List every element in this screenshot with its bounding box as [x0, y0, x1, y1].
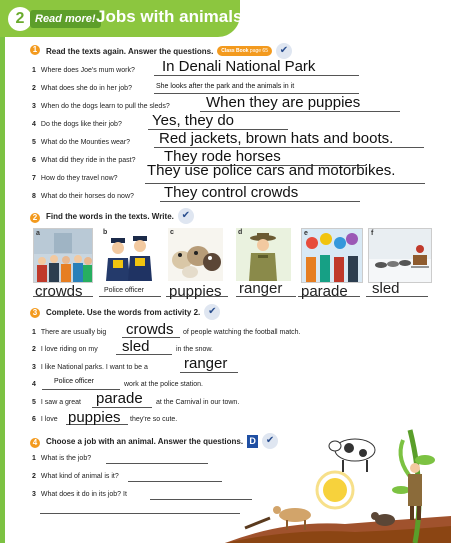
question-row: 2 What kind of animal is it? [32, 473, 119, 480]
parade-illustration [302, 229, 362, 282]
section-3-number: 3 [30, 308, 40, 318]
sled-illustration [369, 229, 431, 282]
word-answer[interactable]: crowds [35, 283, 83, 300]
answer-text[interactable]: She looks after the park and the animals in it [156, 83, 295, 90]
complete-row: 4 [32, 381, 36, 388]
check-icon[interactable]: ✔ [204, 304, 220, 320]
picture-police-officer: b [101, 228, 157, 281]
word-answer[interactable]: ranger [239, 280, 283, 297]
class-book-label: Class Book [221, 48, 249, 54]
section-2-instruction: Find the words in the texts. Write. [46, 211, 174, 221]
section-3-heading [46, 304, 220, 320]
complete-row: 5 I saw a great [32, 399, 81, 406]
picture-parade: e [301, 228, 363, 283]
question-row: 2 What does she do in her job? [32, 85, 132, 92]
section-4-instruction: Choose a job with an animal. Answer the questions. [46, 436, 244, 446]
section-1-instruction: Read the texts again. Answer the questions. [46, 46, 214, 56]
section-4-number: 4 [30, 438, 40, 448]
complete-row: 3 I like National parks. I want to be a [32, 364, 148, 371]
d-box-icon: D [247, 435, 258, 448]
section-1-heading [46, 43, 292, 59]
word-answer[interactable]: Police officer [104, 287, 144, 294]
complete-tail: at the Carnival in our town. [156, 399, 240, 406]
page-title: Jobs with animals [96, 7, 243, 26]
ranger-illustration [236, 228, 291, 281]
read-more-label: Read more! [30, 10, 101, 28]
check-icon[interactable]: ✔ [262, 433, 278, 449]
answer-text[interactable]: Police officer [54, 378, 94, 385]
question-row: 5 What do the Mounties wear? [32, 139, 131, 146]
answer-text[interactable]: crowds [126, 321, 174, 338]
section-3-instruction: Complete. Use the words from activity 2. [46, 307, 201, 317]
question-row: 6 What did they ride in the past? [32, 157, 136, 164]
header-banner [0, 0, 451, 37]
section-2-number: 2 [30, 213, 40, 223]
answer-text[interactable]: They rode horses [164, 148, 281, 165]
question-row: 1 What is the job? [32, 455, 92, 462]
police-officer-illustration [101, 228, 157, 281]
answer-text[interactable]: Red jackets, brown hats and boots. [159, 130, 394, 147]
picture-sled: f [368, 228, 432, 283]
answer-text[interactable]: They use police cars and motorbikes. [147, 162, 396, 179]
complete-row: 6 I love [32, 416, 58, 423]
complete-tail: work at the police station. [124, 381, 203, 388]
answer-text[interactable]: puppies [68, 409, 121, 426]
complete-row: 1 There are usually big [32, 329, 107, 336]
question-row: 4 Do the dogs like their job? [32, 121, 122, 128]
word-answer[interactable]: parade [301, 283, 348, 300]
word-answer[interactable]: sled [372, 280, 400, 297]
answer-text[interactable]: sled [122, 338, 150, 355]
complete-row: 2 I love riding on my [32, 346, 98, 353]
left-green-bar [0, 36, 5, 543]
answer-text[interactable]: parade [96, 390, 143, 407]
complete-tail: of people watching the football match. [183, 329, 301, 336]
answer-text[interactable]: Yes, they do [152, 112, 235, 129]
question-row: 7 How do they travel now? [32, 175, 118, 182]
class-book-ref [217, 46, 272, 56]
question-row: 3 What does it do in its job? It [32, 491, 127, 498]
unit-number: 2 [8, 7, 32, 31]
complete-tail: in the snow. [176, 346, 213, 353]
crowd-illustration [34, 229, 92, 282]
section-1-number: 1 [30, 45, 40, 55]
answer-text[interactable]: ranger [184, 355, 228, 372]
answer-text[interactable]: In Denali National Park [162, 58, 316, 75]
check-icon[interactable]: ✔ [276, 43, 292, 59]
complete-tail: they're so cute. [130, 416, 178, 423]
class-book-page: page 65 [249, 48, 268, 54]
question-row: 1 Where does Joe's mum work? [32, 67, 135, 74]
section-2-heading [46, 208, 194, 224]
puppies-illustration [168, 228, 223, 281]
picture-puppies: c [168, 228, 223, 281]
answer-text[interactable]: When they are puppies [206, 94, 361, 111]
farm-illustration [225, 420, 451, 543]
picture-crowds: a [33, 228, 93, 283]
word-answer[interactable]: puppies [169, 283, 222, 300]
question-row: 3 When do the dogs learn to pull the sleds? [32, 103, 170, 110]
answer-text[interactable]: They control crowds [164, 184, 299, 201]
picture-ranger: d [236, 228, 291, 281]
question-row: 8 What do their horses do now? [32, 193, 134, 200]
check-icon[interactable]: ✔ [178, 208, 194, 224]
